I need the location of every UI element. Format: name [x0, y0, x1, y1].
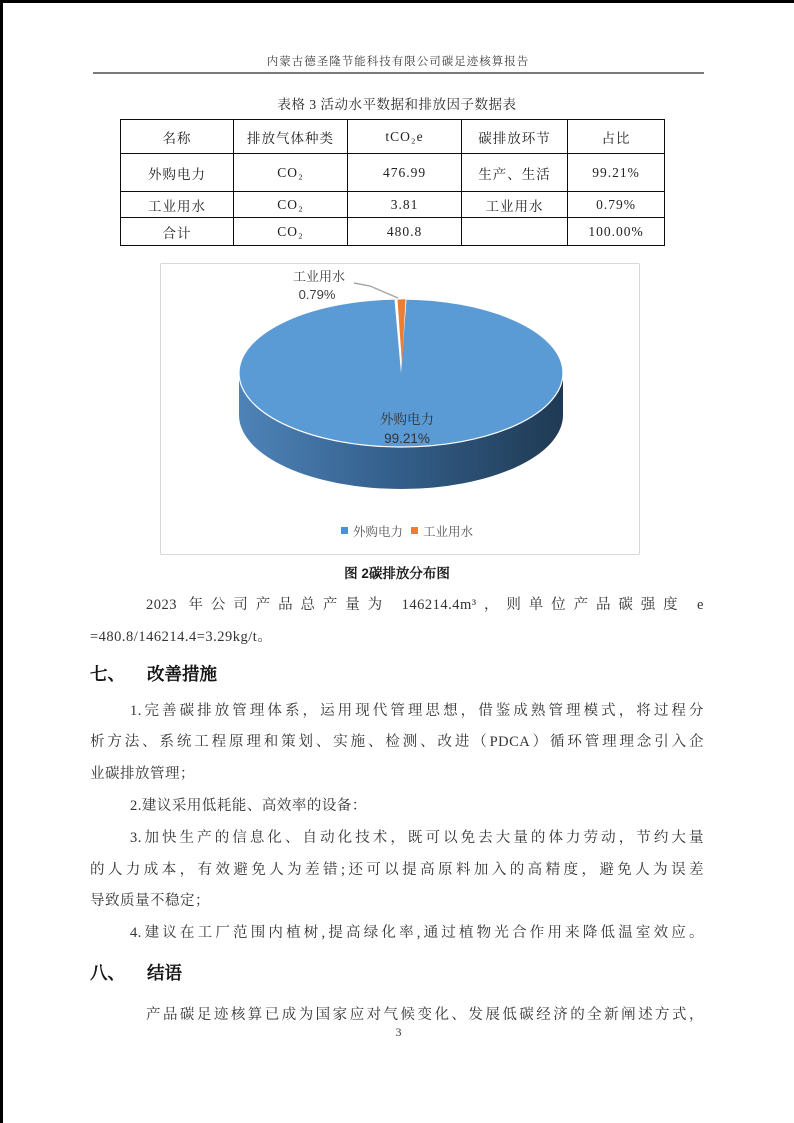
- section-number: 八、: [90, 962, 125, 983]
- section-heading-improvements: [90, 661, 704, 687]
- section-number: 七、: [90, 663, 125, 684]
- col-header: 排放气体种类: [234, 120, 348, 154]
- cell-share: 0.79%: [568, 192, 665, 218]
- carbon-emission-pie-chart: [161, 264, 639, 554]
- label-electricity: 外购电力: [380, 412, 434, 427]
- cell-stage: 生产、生活: [462, 154, 568, 192]
- paragraph-line: 导致质量不稳定；: [90, 893, 210, 910]
- header-rule: [93, 72, 704, 74]
- cell-tco2e: 3.81: [348, 192, 462, 218]
- label-water-pct: 0.79%: [298, 287, 336, 302]
- paragraph-line: =480.8/146214.4=3.29kg/t。: [90, 628, 273, 645]
- cell-tco2e: 476.99: [348, 154, 462, 192]
- section-heading-conclusion: [90, 960, 704, 986]
- paragraph-line: 1.完善碳排放管理体系，运用现代管理思想，借鉴成熟管理模式，将过程分: [130, 702, 704, 719]
- col-header: 占比: [568, 120, 665, 154]
- page-content: [90, 93, 704, 1032]
- table-row: [121, 192, 665, 218]
- cell-share: 100.00%: [568, 218, 665, 246]
- table-header-row: [121, 120, 665, 154]
- cell-share: 99.21%: [568, 154, 665, 192]
- cell-name: 外购电力: [121, 154, 234, 192]
- measure-paragraph-4: [90, 918, 704, 950]
- cell-gas: CO₂: [234, 192, 348, 218]
- cell-stage: 工业用水: [462, 192, 568, 218]
- figure-caption: 图 2碳排放分布图: [344, 566, 450, 581]
- cell-tco2e: 480.8: [348, 218, 462, 246]
- label-water: 工业用水: [292, 269, 346, 284]
- paragraph-line: 4.建议在工厂范围内植树,提高绿化率,通过植物光合作用来降低温室效应。: [130, 925, 704, 942]
- paragraph-line: 析方法、系统工程原理和策划、实施、检测、改进（PDCA）循环管理理念引入企: [90, 734, 704, 751]
- paragraph-line: 2023 年公司产品总产量为 146214.4m³，则单位产品碳强度 e: [146, 597, 704, 613]
- intro-paragraph: [90, 590, 704, 654]
- col-header: tCO₂e: [348, 120, 462, 154]
- section-title: 改善措施: [147, 663, 217, 684]
- cell-gas: CO₂: [234, 154, 348, 192]
- measure-paragraph-3: [90, 823, 704, 918]
- paragraph-line: 3.加快生产的信息化、自动化技术，既可以免去大量的体力劳动，节约大量: [130, 829, 704, 846]
- paragraph-line: 的人力成本，有效避免人为差错;还可以提高原料加入的高精度，避免人为误差: [90, 861, 704, 878]
- legend-label-water: 工业用水: [423, 525, 474, 539]
- table-row: [121, 154, 665, 192]
- label-electricity-pct: 99.21%: [384, 431, 430, 446]
- col-header: 名称: [121, 120, 234, 154]
- paragraph-line: 业碳排放管理；: [90, 766, 195, 783]
- table-row-total: [121, 218, 665, 246]
- legend-swatch-electricity: [341, 527, 348, 534]
- emission-data-table: [120, 119, 665, 246]
- cell-gas: CO₂: [234, 218, 348, 246]
- legend-label-electricity: 外购电力: [353, 525, 404, 539]
- running-head: 内蒙古德圣隆节能科技有限公司碳足迹核算报告: [266, 56, 530, 68]
- cell-name: 合计: [121, 218, 234, 246]
- paragraph-line: 2.建议采用低耗能、高效率的设备：: [130, 797, 367, 814]
- cell-stage: [462, 218, 568, 246]
- legend-swatch-water: [411, 527, 418, 534]
- section-title: 结语: [147, 962, 182, 983]
- paragraph-line: 产品碳足迹核算已成为国家应对气候变化、发展低碳经济的全新阐述方式，: [146, 1006, 704, 1023]
- page-number: 3: [395, 1025, 402, 1039]
- leader-line: [354, 283, 398, 298]
- cell-name: 工业用水: [121, 192, 234, 218]
- table-caption: 表格 3 活动水平数据和排放因子数据表: [277, 97, 517, 112]
- col-header: 碳排放环节: [462, 120, 568, 154]
- measure-paragraph-1: [90, 696, 704, 791]
- measure-paragraph-2: [90, 791, 704, 823]
- pie-chart-frame: [160, 263, 640, 555]
